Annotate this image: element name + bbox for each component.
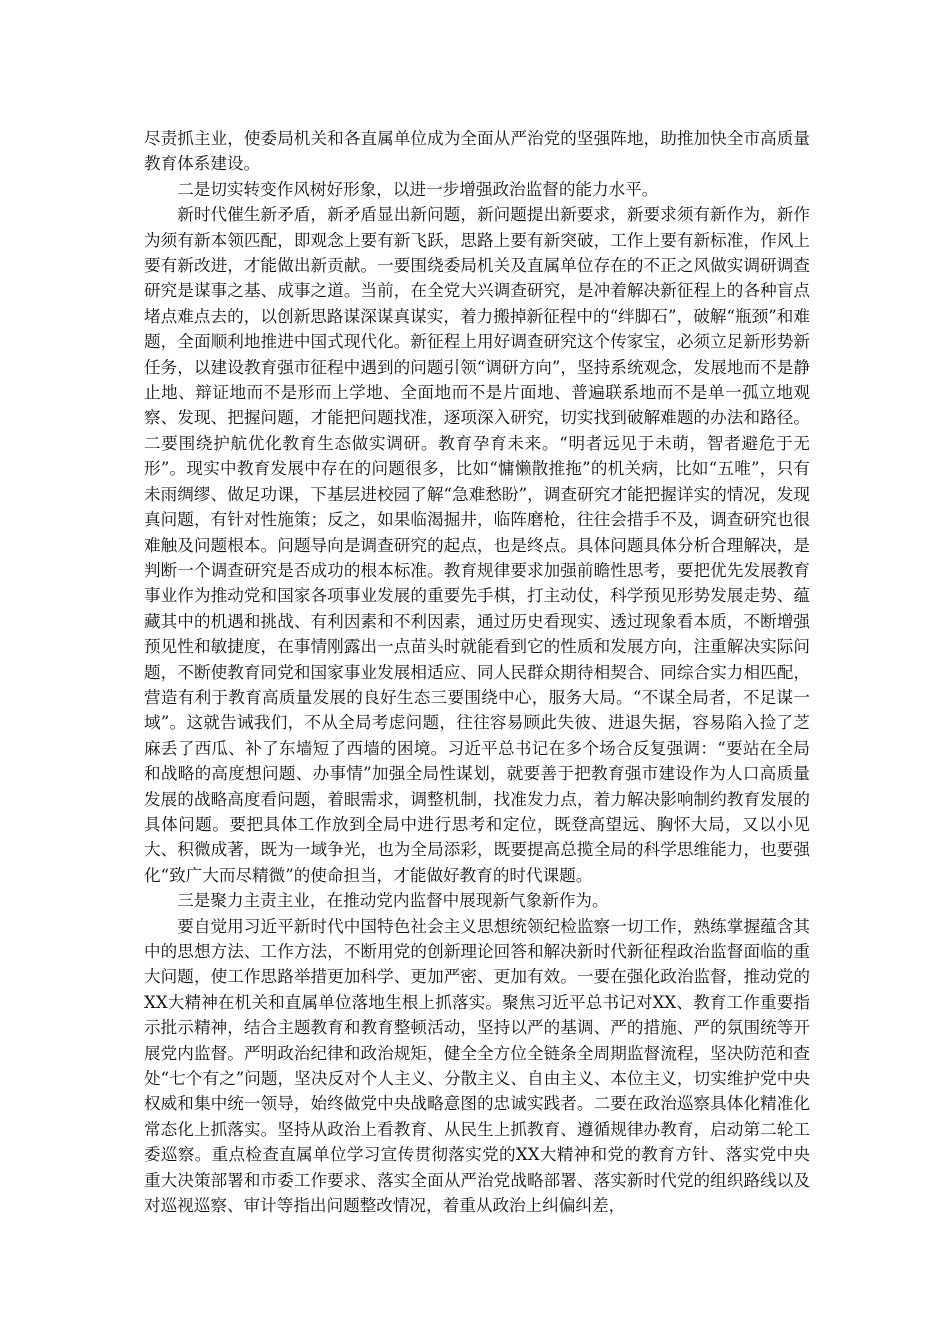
paragraph-body: 新时代催生新矛盾，新矛盾显出新问题，新问题提出新要求，新要求须有新作为，新作为须有新本领匹配，即观念上要有新飞跃，思路上要有新突破，工作上要有新标准，作风上要有新改进，才能做出新贡献。一要围绕委局机关及直属单位存在的不正之风做实调研调查研究是谋事之基、成事之道。当前，在全党大兴调查研究，是冲着解决新征程上的各种盲点堵点难点去的，以创新思路谋深谋真谋实，着力搬掉新征程中的“绊脚石”，破解“瓶颈”和难题，全面顺利地推进中国式现代化。新征程上用好调查研究这个传家宝，必须立足新形势新任务，以建设教育强市征程中遇到的问题引领“调研方向”，坚持系统观念，发展地而不是静止地、辩证地而不是形而上学地、全面地而不是片面地、普遍联系地而不是单一孤立地观察、发现、把握问题，才能把问题找准，逐项深入研究，切实找到破解难题的办法和路径。二要围绕护航优化教育生态做实调研。教育孕育未来。“明者远见于未萌，智者避危于无形”。现实中教育发展中存在的问题很多，比如“慵懒散推拖”的机关病，比如“五唯”，只有未雨绸缪、做足功课，下基层进校园了解“急难愁盼”，调查研究才能把握详实的情况，发现真问题，有针对性施策；反之，如果临渴掘井，临阵磨枪，往往会措手不及，调查研究也很难触及问题根本。问题导向是调查研究的起点，也是终点。具体问题具体分析合理解决，是判断一个调查研究是否成功的根本标准。教育规律要求加强前瞻性思考，要把优先发展教育事业作为推动党和国家各项事业发展的重要先手棋，打主动仗，科学预见形势发展走势、蕴藏其中的机遇和挑战、有利因素和不利因素，通过历史看现实、透过现象看本质，不断增强预见性和敏捷度，在事情刚露出一点苗头时就能看到它的性质和发展方向，注重解决实际问题，不断使教育同党和国家事业发展相适应、同人民群众期待相契合、同综合实力相匹配，营造有利于教育高质量发展的良好生态三要围绕中心，服务大局。“不谋全局者，不足谋一域”。这就告诫我们，不从全局考虑问题，往往容易顾此失彼、进退失据，容易陷入捡了芝麻丢了西瓜、补了东墙短了西墙的困境。习近平总书记在多个场合反复强调：“要站在全局和战略的高度想问题、办事情”加强全局性谋划，就要善于把教育强市建设作为人口高质量发展的战略高度看问题，着眼需求，调整机制，找准发力点，着力解决影响制约教育发展的具体问题。要把具体工作放到全局中进行思考和定位，既登高望远、胸怀大局，又以小见大、积微成著，既为一域争光，也为全局添彩，既要提高总揽全局的科学思维能力，也要强化“致广大而尽精微”的使命担当，才能做好教育的时代课题。 (144, 205, 810, 885)
paragraph-heading-third: 三是聚力主责主业，在推动党内监督中展现新气象新作为。 (177, 891, 609, 911)
paragraph-heading-second: 二是切实转变作风树好形象，以进一步增强政治监督的能力水平。 (177, 179, 659, 199)
document-page (144, 126, 810, 1218)
paragraph-continuation: 尽责抓主业，使委局机关和各直属单位成为全面从严治党的坚强阵地，助推加快全市高质量教育体系建设。 (144, 129, 810, 174)
paragraph-body: 要自觉用习近平新时代中国特色社会主义思想统领纪检监察一切工作，熟练掌握蕴含其中的思想方法、工作方法，不断用党的创新理论回答和解决新时代新征程政治监督面临的重大问题，使工作思路举措更加科学、更加严密、更加有效。一要在强化政治监督，推动党的XX大精神在机关和直属单位落地生根上抓落实。聚焦习近平总书记对XX、教育工作重要指示批示精神，结合主题教育和教育整顿活动，坚持以严的基调、严的措施、严的氛围统等开展党内监督。严明政治纪律和政治规矩，健全全方位全链条全周期监督流程，坚决防范和查处“七个有之”问题，坚决反对个人主义、分散主义、自由主义、本位主义，切实维护党中央权威和集中统一领导，始终做党中央战略意图的忠诚实践者。二要在政治巡察具体化精准化常态化上抓落实。坚持从政治上看教育、从民生上抓教育、遵循规律办教育，启动第二轮工委巡察。重点检查直属单位学习宣传贯彻落实党的XX大精神和党的教育方针、落实党中央重大决策部署和市委工作要求、落实全面从严治党战略部署、落实新时代党的组织路线以及对巡视巡察、审计等指出问题整改情况，着重从政治上纠偏纠差， (144, 916, 810, 1216)
